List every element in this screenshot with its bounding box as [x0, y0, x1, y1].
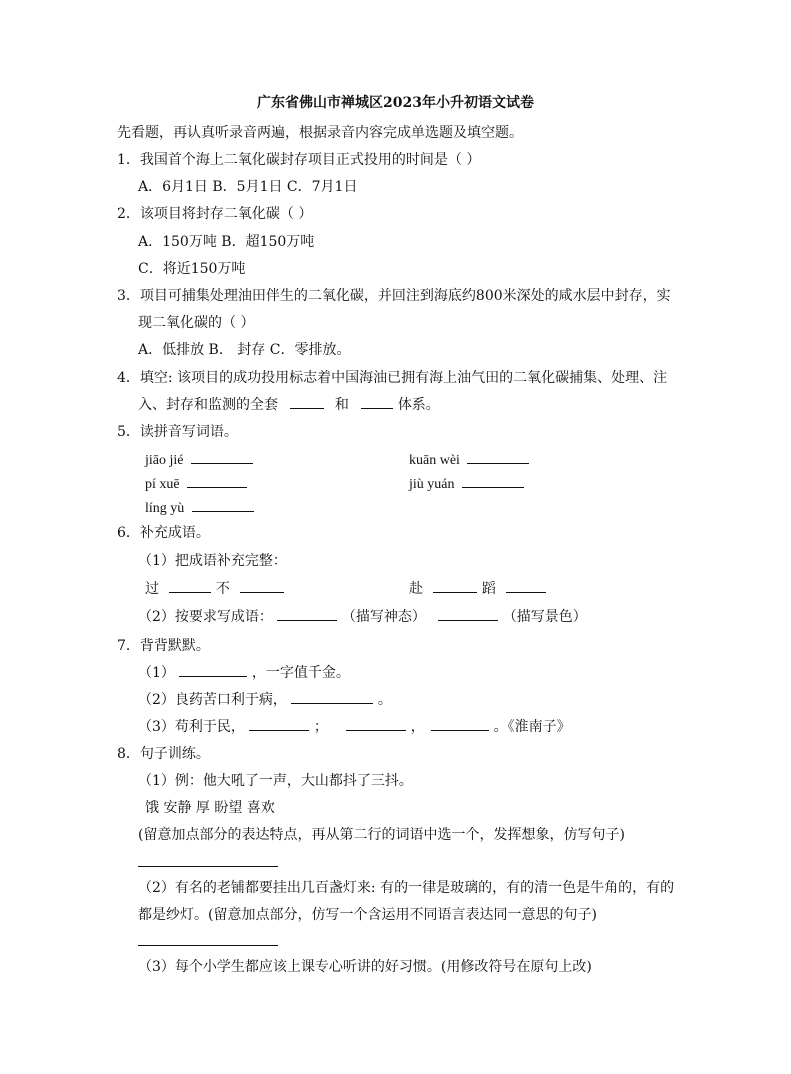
pinyin-item-3: [145, 475, 247, 494]
question-3-stem-line1: 3．项目可捕集处理油田伴生的二氧化碳，并回注到海底约800米深处的咸水层中封存，实: [117, 288, 671, 304]
exam-title: 广东省佛山市禅城区2023年小升初语文试卷: [257, 95, 534, 111]
q7-sub2-text: （2）良药苦口利于病，: [138, 692, 287, 708]
question-7-sub1: [138, 664, 350, 682]
q7-blank-4[interactable]: [346, 718, 406, 731]
q7-blank-1[interactable]: [179, 664, 247, 677]
q6-sub2-hint-scenery: （描写景色）: [502, 609, 587, 625]
q4-text-b: 和: [334, 397, 349, 413]
pinyin-item-4: [409, 475, 524, 494]
idiom-1-char-b: 不: [215, 581, 230, 597]
question-8-sub3: （3）每个小学生都应该上课专心听讲的好习惯。(用修改符号在原句上改): [138, 959, 592, 975]
question-8-sub1: （1）例：他大吼了一声，大山都抖了三抖。: [138, 773, 413, 789]
q7-sub3-source: 。《淮南子》: [493, 719, 571, 735]
question-7-sub3: [138, 718, 571, 736]
q8-answer-line-2[interactable]: [138, 945, 278, 946]
q7-sub1-label: （1）: [138, 665, 175, 681]
question-2-stem: 2．该项目将封存二氧化碳（ ）: [117, 206, 313, 222]
pinyin-label-2: kuān wèi: [409, 453, 460, 468]
question-2-options: A．150万吨 B．超150万吨: [138, 234, 315, 250]
idiom-1-char-a: 过: [145, 581, 159, 597]
pinyin-label-3: pí xuē: [145, 477, 180, 492]
q8-answer-line-1[interactable]: [138, 866, 278, 867]
q7-sub3-text: （3）苟利于民，: [138, 719, 245, 735]
idiom-2-blank-1[interactable]: [433, 580, 477, 593]
question-2-option-c: C．将近150万吨: [138, 261, 246, 277]
question-8-sub2-line2: 都是纱灯。(留意加点部分，仿写一个含运用不同语言表达同一意思的句子): [138, 907, 597, 923]
pinyin-item-1: [145, 451, 253, 470]
q7-sub3-semicolon: ；: [313, 719, 328, 735]
question-1-stem: 1．我国首个海上二氧化碳封存项目正式投用的时间是（ ）: [117, 152, 481, 168]
idiom-2-char-a: 赴: [409, 581, 423, 597]
q7-blank-2[interactable]: [291, 691, 373, 704]
question-1-options: A．6月1日 B．5月1日 C．7月1日: [138, 179, 358, 195]
pinyin-label-4: jiù yuán: [409, 477, 455, 492]
q4-blank-2[interactable]: [361, 396, 393, 409]
q4-text-a: 入、封存和监测的全套: [138, 397, 278, 413]
idiom-1-blank-2[interactable]: [240, 580, 284, 593]
q6-blank-scenery[interactable]: [438, 608, 498, 621]
pinyin-item-2: [409, 451, 529, 470]
idiom-2-char-b: 蹈: [481, 581, 496, 597]
pinyin-label-1: jiāo jié: [145, 453, 184, 468]
q7-sub1-text: ，一字值千金。: [251, 665, 350, 681]
question-7-sub2: [138, 691, 392, 709]
question-4-line1: 4．填空: 该项目的成功投用标志着中国海油已拥有海上油气田的二氧化碳捕集、处理、注: [117, 370, 668, 386]
question-6-sub1: （1）把成语补充完整：: [138, 553, 287, 569]
pinyin-blank-4[interactable]: [462, 475, 524, 488]
q7-sub3-comma: ，: [410, 719, 425, 735]
idiom-1-blank-1[interactable]: [169, 580, 211, 593]
idiom-2-blank-2[interactable]: [506, 580, 546, 593]
pinyin-item-5: [145, 499, 254, 518]
pinyin-blank-1[interactable]: [191, 451, 253, 464]
instructions: 先看题，再认真听录音两遍，根据录音内容完成单选题及填空题。: [117, 125, 523, 141]
pinyin-blank-2[interactable]: [467, 451, 529, 464]
pinyin-blank-3[interactable]: [187, 475, 247, 488]
question-7-stem: 7．背背默默。: [117, 638, 210, 654]
question-6-sub2: [138, 608, 587, 626]
q7-blank-3[interactable]: [249, 718, 309, 731]
q4-blank-1[interactable]: [290, 396, 324, 409]
q7-sub2-end: 。: [377, 692, 392, 708]
q4-text-c: 体系。: [397, 397, 440, 413]
question-8-instruction-1: (留意加点部分的表达特点，再从第二行的词语中选一个，发挥想象，仿写句子): [138, 827, 625, 843]
idiom-2: [409, 580, 546, 598]
question-3-options: A．低排放 B． 封存 C．零排放。: [138, 342, 351, 358]
q6-sub2-label: （2）按要求写成语：: [138, 609, 273, 625]
pinyin-label-5: líng yù: [145, 501, 185, 516]
q7-blank-5[interactable]: [431, 718, 489, 731]
idiom-1: [145, 580, 284, 598]
question-6-stem: 6．补充成语。: [117, 525, 210, 541]
q6-blank-expression[interactable]: [277, 608, 337, 621]
question-8-word-list: 饿 安静 厚 盼望 喜欢: [145, 800, 275, 816]
question-8-stem: 8．句子训练。: [117, 746, 210, 762]
question-8-sub2-line1: （2）有名的老铺都要挂出几百盏灯来: 有的一律是玻璃的，有的清一色是牛角的，有的: [138, 880, 675, 896]
question-3-stem-line2: 现二氧化碳的（ ）: [138, 315, 255, 331]
q6-sub2-hint-expression: （描写神态）: [341, 609, 426, 625]
question-5-stem: 5．读拼音写词语。: [117, 424, 238, 440]
pinyin-blank-5[interactable]: [192, 499, 254, 512]
question-4-line2: [138, 396, 440, 414]
